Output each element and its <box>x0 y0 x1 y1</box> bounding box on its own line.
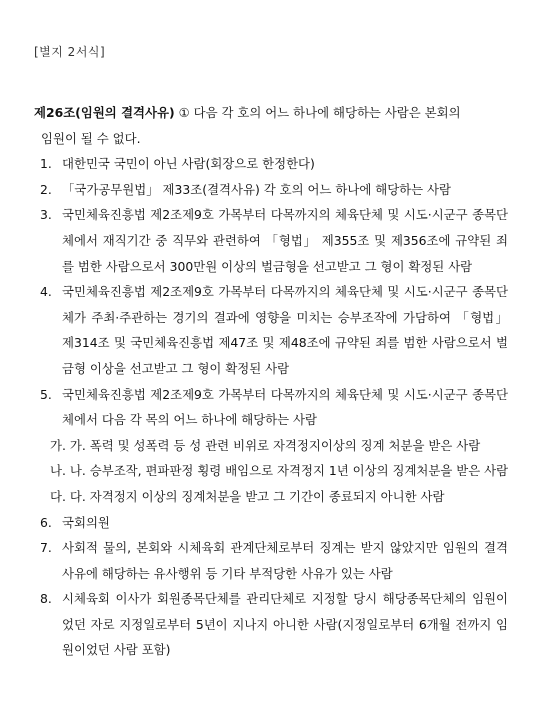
form-number-tag: [별지 2서식] <box>34 45 106 59</box>
item-number: 1. <box>40 156 52 172</box>
item-text: 국민체육진흥법 제2조제9호 가목부터 다목까지의 체육단체 및 시도·시군구 종목단체에서 재직기간 중 직무와 관련하여 「형법」 제355조 및 제356조에 규약된 죄를 범한 사람으로서 300만원 이상의 벌금형을 선고받고 그 형이 확정된 사람 <box>62 207 508 274</box>
list-item <box>34 586 508 663</box>
item-text: 국회의원 <box>62 514 110 530</box>
item-number: 4. <box>40 284 52 300</box>
sub-item <box>34 458 508 484</box>
item-number: 8. <box>40 591 52 607</box>
item-text: 시체육회 이사가 회원종목단체를 관리단체로 지정할 당시 해당종목단체의 임원이었던 자로 지정일로부터 5년이 지나지 아니한 사람(지정일로부터 6개월 전까지 임원이었던 사람 포함) <box>62 591 508 658</box>
sub-item-text: 다. 자격정지 이상의 징계처분을 받고 그 기간이 종료되지 아니한 사람 <box>69 488 445 504</box>
article-title: 제26조(임원의 결격사유) <box>34 105 175 120</box>
list-item <box>34 202 508 279</box>
sub-item-text: 가. 폭력 및 성폭력 등 성 관련 비위로 자격정지이상의 징계 처분을 받은 사람 <box>69 437 481 453</box>
sub-item-text: 나. 승부조작, 편파판정 횡령 배임으로 자격정지 1년 이상의 징계처분을 받은 사람 <box>69 463 508 479</box>
item-number: 5. <box>40 386 52 402</box>
article-26 <box>34 100 508 663</box>
sub-item-number: 가. <box>50 437 66 453</box>
item-number: 7. <box>40 540 52 556</box>
clause-marker: ① <box>178 105 190 120</box>
sub-item-number: 다. <box>50 488 66 504</box>
sub-item-number: 나. <box>50 463 66 479</box>
item-text: 국민체육진흥법 제2조제9호 가목부터 다목까지의 체육단체 및 시도·시군구 종목단체가 주최·주관하는 경기의 결과에 영향을 미치는 승부조작에 가담하여 「형법」 제314조 및 국민체육진흥법 제47조 및 제48조에 규약된 죄를 범한 사람으로서 벌금형 이상을 선고받고 그 형이 확정된 사람 <box>62 284 508 376</box>
list-item <box>34 151 508 177</box>
sub-item <box>34 484 508 510</box>
item-text: 대한민국 국민이 아닌 사람(회장으로 한정한다) <box>62 156 315 172</box>
item-text: 국민체육진흥법 제2조제9호 가목부터 다목까지의 체육단체 및 시도·시군구 종목단체에서 다음 각 목의 어느 하나에 해당하는 사람 <box>62 386 508 428</box>
item-number: 3. <box>40 207 52 223</box>
sub-item <box>34 433 508 459</box>
article-intro: 다음 각 호의 어느 하나에 해당하는 사람은 본회의 <box>193 105 461 120</box>
item-number: 6. <box>40 514 52 530</box>
list-item <box>34 535 508 586</box>
list-item <box>34 382 508 433</box>
item-number: 2. <box>40 181 52 197</box>
article-heading <box>34 100 508 126</box>
item-text: 「국가공무원법」 제33조(결격사유) 각 호의 어느 하나에 해당하는 사람 <box>62 181 451 197</box>
article-intro-continued: 임원이 될 수 없다. <box>41 130 141 146</box>
list-item <box>34 510 508 536</box>
list-item <box>34 279 508 381</box>
list-item <box>34 177 508 203</box>
item-text: 사회적 물의, 본회와 시체육회 관계단체로부터 징계는 받지 않았지만 임원의 결격사유에 해당하는 유사행위 등 기타 부적당한 사유가 있는 사람 <box>62 540 508 581</box>
